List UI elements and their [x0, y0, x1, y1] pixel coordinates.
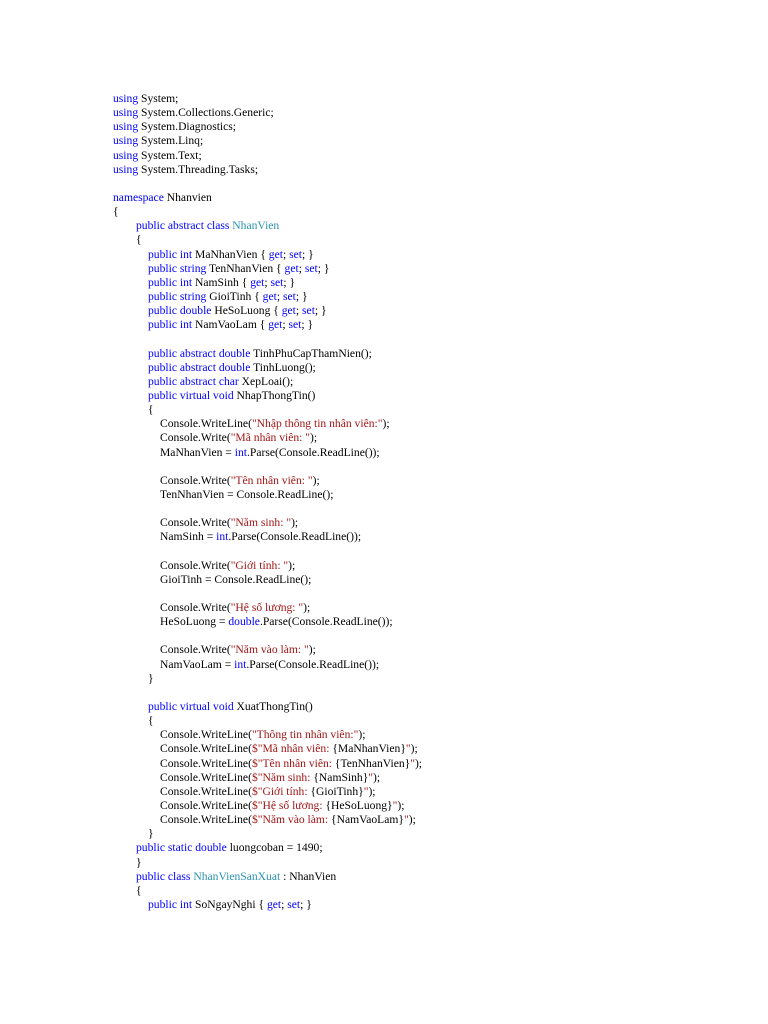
code-token-text: {MaNhanVien}	[332, 742, 406, 756]
code-token-keyword: public class	[136, 869, 191, 883]
code-token-text: System.Text;	[138, 148, 202, 162]
code-token-text: {NamVaoLam}	[331, 813, 404, 827]
code-line	[113, 785, 422, 799]
code-token-keyword: get	[284, 261, 299, 275]
code-token-keyword: using	[113, 148, 139, 162]
code-line	[113, 389, 422, 403]
code-token-text: luongcoban = 1490;	[226, 841, 323, 855]
code-token-keyword: using	[113, 120, 139, 134]
code-token-text: ;	[298, 261, 305, 275]
code-line	[113, 714, 422, 728]
blank-line	[113, 177, 422, 191]
code-token-string: "Tên nhân viên: "	[230, 473, 313, 487]
code-token-keyword: public virtual void	[148, 700, 234, 714]
code-token-text: ;	[264, 275, 271, 289]
blank-line	[113, 686, 422, 700]
code-token-text: );	[410, 742, 418, 756]
code-token-keyword: public double	[148, 304, 212, 318]
code-token-text: );	[397, 799, 405, 813]
code-line	[113, 205, 422, 219]
code-token-text: ; }	[301, 318, 314, 332]
code-token-text: TinhPhuCapThamNien();	[250, 346, 372, 360]
code-line	[113, 884, 422, 898]
code-token-string: "Mã nhân viên: "	[230, 431, 311, 445]
code-token-keyword: using	[113, 106, 139, 120]
code-token-string: $"Năm sinh:	[251, 770, 314, 784]
code-token-text: ; }	[317, 261, 330, 275]
code-line	[113, 431, 422, 445]
code-token-keyword: using	[113, 162, 139, 176]
code-token-text: ; }	[295, 289, 308, 303]
code-token-text: ;	[282, 247, 290, 261]
code-token-string: "Năm sinh: "	[230, 516, 292, 530]
code-token-text: MaNhanVien {	[192, 247, 269, 261]
code-token-keyword: public string	[148, 261, 207, 275]
code-token-text: Console.WriteLine(	[160, 813, 252, 827]
code-token-text: );	[358, 728, 366, 742]
code-token-text: MaNhanVien =	[160, 445, 235, 459]
code-token-string: "Năm vào làm: "	[230, 643, 309, 657]
code-token-text: Console.Write(	[160, 601, 231, 615]
code-token-keyword: set	[270, 275, 284, 289]
code-token-text: Console.WriteLine(	[160, 784, 252, 798]
code-line	[113, 219, 422, 233]
code-token-keyword: public int	[148, 275, 193, 289]
code-token-text: NamVaoLam {	[192, 318, 269, 332]
code-token-text: Console.Write(	[160, 643, 231, 657]
code-token-keyword: get	[250, 275, 265, 289]
code-token-text: );	[308, 643, 316, 657]
code-token-text: GioiTinh {	[206, 289, 263, 303]
code-token-text: Console.WriteLine(	[160, 742, 252, 756]
code-token-text: TinhLuong();	[250, 360, 316, 374]
code-token-text: NamVaoLam =	[160, 657, 235, 671]
code-token-text: Console.WriteLine(	[160, 770, 252, 784]
code-line	[113, 106, 422, 120]
code-line	[113, 290, 422, 304]
code-line	[113, 559, 422, 573]
code-token-text: .Parse(Console.ReadLine());	[246, 657, 380, 671]
code-token-type: NhanVienSanXuat	[193, 869, 281, 883]
code-token-text: TenNhanVien {	[206, 261, 285, 275]
code-token-text: );	[373, 770, 381, 784]
code-token-keyword: using	[113, 92, 139, 105]
code-line	[113, 841, 422, 855]
code-token-string: "Thông tin nhân viên:"	[251, 728, 359, 742]
code-line	[113, 318, 422, 332]
code-token-string: "	[405, 742, 411, 756]
code-line	[113, 827, 422, 841]
code-line	[113, 742, 422, 756]
code-token-text: HeSoLuong {	[211, 304, 282, 318]
code-token-text: TenNhanVien = Console.ReadLine();	[160, 487, 334, 501]
code-token-text: }	[136, 855, 142, 869]
code-line	[113, 771, 422, 785]
blank-line	[113, 460, 422, 474]
code-token-keyword: set	[289, 247, 302, 261]
blank-line	[113, 332, 422, 346]
code-line	[113, 417, 422, 431]
code-token-text: {NamSinh}	[313, 770, 369, 784]
code-token-keyword: public virtual void	[148, 388, 234, 402]
code-token-string: "Hệ số lương: "	[230, 601, 304, 615]
code-line	[113, 672, 422, 686]
code-token-string: $"Mã nhân viên:	[251, 742, 333, 756]
code-token-text: Console.WriteLine(	[160, 728, 252, 742]
code-token-keyword: using	[113, 134, 139, 148]
code-token-text: SoNgayNghi {	[192, 898, 267, 912]
code-token-text: System.Diagnostics;	[138, 120, 237, 134]
code-line	[113, 276, 422, 290]
code-token-text: .Parse(Console.ReadLine());	[228, 530, 362, 544]
code-token-text: System.Threading.Tasks;	[138, 162, 259, 176]
code-token-keyword: public int	[148, 898, 193, 912]
code-token-keyword: get	[268, 247, 283, 261]
code-token-string: $"Hệ số lương:	[251, 799, 326, 813]
code-line	[113, 134, 422, 148]
code-token-keyword: public int	[148, 247, 193, 261]
code-token-string: "Giới tính: "	[230, 558, 289, 572]
code-token-string: "Nhập thông tin nhân viên:"	[251, 417, 383, 431]
code-token-keyword: public abstract double	[148, 346, 251, 360]
code-token-text: );	[368, 784, 376, 798]
code-token-text: );	[414, 756, 423, 770]
code-listing	[113, 92, 422, 912]
code-line	[113, 601, 422, 615]
code-line	[113, 92, 422, 106]
code-token-keyword: get	[281, 304, 296, 318]
code-line	[113, 163, 422, 177]
code-token-text: XepLoai();	[238, 374, 294, 388]
code-token-text: ; }	[314, 304, 327, 318]
code-token-keyword: set	[304, 261, 318, 275]
code-line	[113, 347, 422, 361]
code-line	[113, 262, 422, 276]
code-token-text: .Parse(Console.ReadLine());	[259, 615, 393, 629]
code-token-text: ;	[276, 289, 283, 303]
code-line	[113, 474, 422, 488]
code-token-text: );	[382, 417, 390, 431]
code-token-keyword: get	[266, 898, 282, 912]
code-token-text: System.Linq;	[138, 134, 204, 148]
code-token-text: );	[312, 473, 320, 487]
code-line	[113, 898, 422, 912]
code-token-keyword: public abstract class	[136, 219, 230, 233]
code-line	[113, 304, 422, 318]
code-line	[113, 728, 422, 742]
code-token-text: NhapThongTin()	[233, 388, 316, 402]
code-token-text: Console.WriteLine(	[160, 756, 252, 770]
code-line	[113, 813, 422, 827]
code-token-keyword: get	[262, 289, 277, 303]
code-token-string: $"Tên nhân viên:	[251, 756, 335, 770]
code-token-string: $"Năm vào làm:	[251, 813, 332, 827]
code-token-type: NhanVien	[232, 219, 280, 233]
code-token-text: .Parse(Console.ReadLine());	[247, 445, 380, 459]
code-line	[113, 516, 422, 530]
code-line	[113, 799, 422, 813]
code-token-text: Console.Write(	[160, 431, 231, 445]
code-token-text: {	[136, 883, 142, 897]
code-token-text: ; }	[283, 275, 296, 289]
code-line	[113, 233, 422, 247]
code-token-text: {	[113, 205, 119, 219]
code-token-text: : NhanVien	[280, 869, 337, 883]
code-token-string: "	[363, 784, 369, 798]
code-token-text: {TenNhanVien}	[334, 756, 411, 770]
code-token-keyword: int	[216, 530, 229, 544]
code-token-keyword: int	[234, 445, 247, 459]
blank-line	[113, 587, 422, 601]
code-line	[113, 615, 422, 629]
code-token-text: {HeSoLuong}	[325, 799, 393, 813]
code-line	[113, 870, 422, 884]
code-line	[113, 446, 422, 460]
code-token-text: ;	[282, 318, 289, 332]
code-token-keyword: public string	[148, 289, 207, 303]
code-token-text: Console.Write(	[160, 516, 231, 530]
code-token-keyword: namespace	[113, 190, 164, 204]
code-token-text: ; }	[300, 898, 312, 912]
code-token-text: NamSinh {	[192, 275, 251, 289]
code-line	[113, 149, 422, 163]
blank-line	[113, 629, 422, 643]
code-line	[113, 757, 422, 771]
code-token-text: HeSoLuong =	[160, 615, 229, 629]
code-line	[113, 530, 422, 544]
code-token-keyword: set	[282, 289, 296, 303]
code-token-text: Console.Write(	[160, 558, 231, 572]
code-token-string: "	[368, 770, 374, 784]
code-token-keyword: public abstract double	[148, 360, 251, 374]
code-token-keyword: set	[302, 304, 315, 318]
code-token-text: ;	[281, 898, 288, 912]
code-token-keyword: public abstract char	[148, 374, 239, 388]
code-token-keyword: public int	[148, 318, 193, 332]
code-token-keyword: set	[288, 318, 302, 332]
code-token-text: System;	[138, 92, 179, 105]
code-token-text: );	[310, 431, 318, 445]
code-line	[113, 120, 422, 134]
code-token-text: );	[291, 516, 299, 530]
code-line	[113, 700, 422, 714]
code-line	[113, 403, 422, 417]
code-token-text: XuatThongTin()	[233, 700, 313, 714]
code-line	[113, 191, 422, 205]
code-line	[113, 856, 422, 870]
code-line	[113, 573, 422, 587]
code-token-text: Console.Write(	[160, 473, 231, 487]
blank-line	[113, 545, 422, 559]
code-token-text: GioiTinh = Console.ReadLine();	[160, 572, 312, 586]
code-token-text: );	[408, 813, 416, 827]
code-token-text: Console.WriteLine(	[160, 799, 252, 813]
code-token-keyword: set	[287, 898, 301, 912]
code-token-text: ;	[295, 304, 303, 318]
code-token-string: "	[410, 756, 415, 770]
code-token-string: $"Giới tính:	[251, 784, 311, 798]
code-token-text: NamSinh =	[160, 530, 217, 544]
code-token-keyword: public static double	[136, 841, 227, 855]
code-token-text: }	[148, 671, 154, 685]
code-token-keyword: double	[228, 615, 260, 629]
code-token-string: "	[392, 799, 398, 813]
code-token-text: );	[303, 601, 311, 615]
code-line	[113, 375, 422, 389]
code-token-text: Console.WriteLine(	[160, 417, 252, 431]
code-line	[113, 361, 422, 375]
code-token-keyword: get	[268, 318, 283, 332]
code-token-text: System.Collections.Generic;	[138, 106, 274, 120]
code-token-text: }	[148, 827, 154, 841]
code-token-text: {	[148, 714, 154, 728]
code-token-text: {GioiTinh}	[310, 784, 364, 798]
blank-line	[113, 502, 422, 516]
code-token-text: Nhanvien	[163, 190, 212, 204]
code-line	[113, 488, 422, 502]
code-token-text: );	[288, 558, 296, 572]
code-token-keyword: int	[234, 657, 247, 671]
code-line	[113, 248, 422, 262]
code-token-text: {	[136, 233, 142, 247]
code-line	[113, 658, 422, 672]
code-token-text: ; }	[301, 247, 314, 261]
code-line	[113, 643, 422, 657]
code-token-text: {	[148, 403, 154, 417]
code-token-string: "	[404, 813, 409, 827]
